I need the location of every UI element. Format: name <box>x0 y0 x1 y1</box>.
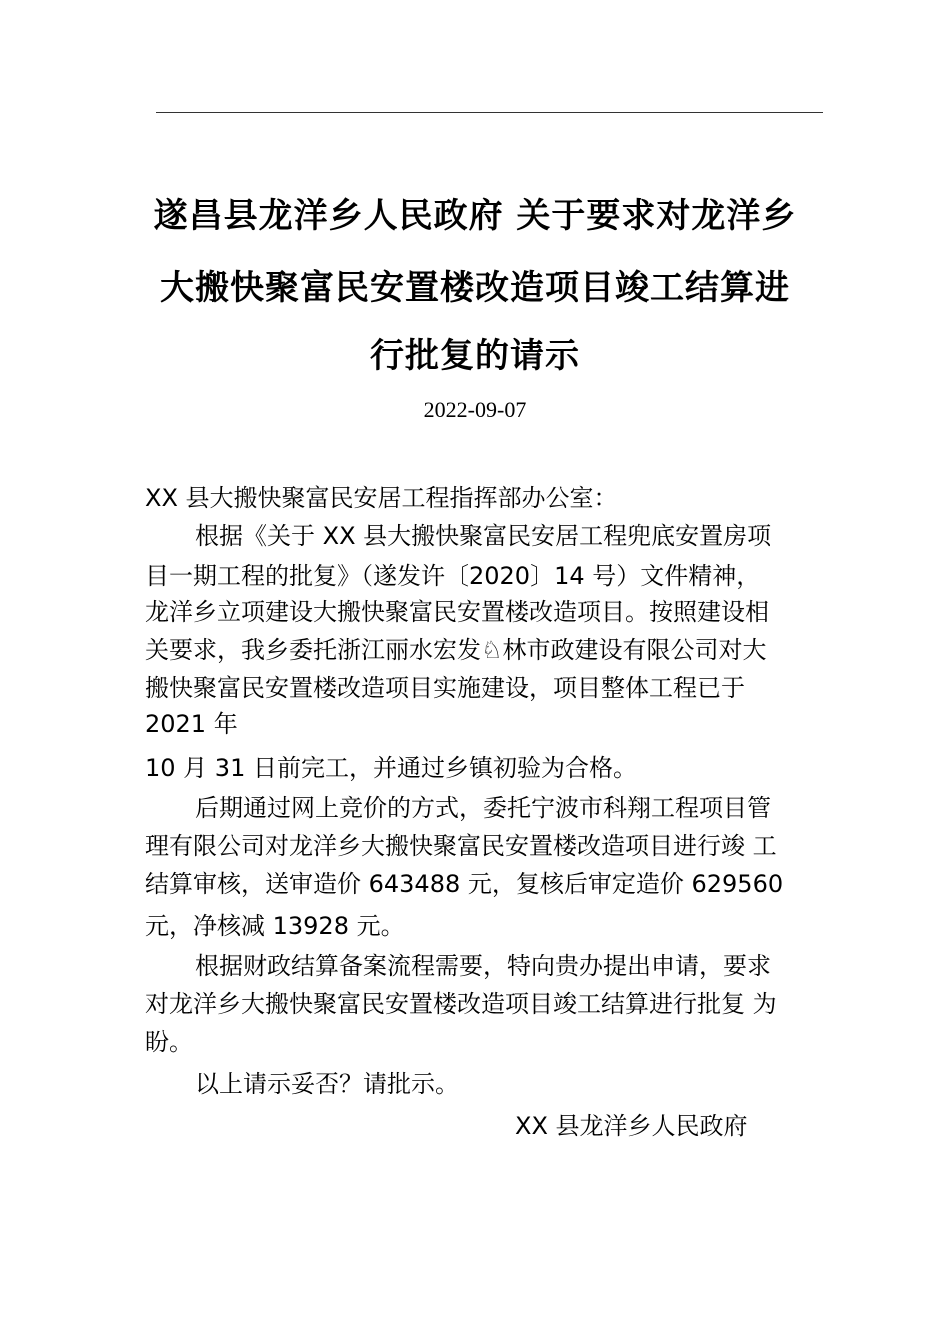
paragraph-1-line: 搬快聚富民安置楼改造项目实施建设，项目整体工程已于 <box>145 674 745 702</box>
paragraph-1-line: 关要求，我乡委托浙江丽水宏发♘林市政建设有限公司对大 <box>145 636 767 664</box>
closing-line: 以上请示妥否？请批示。 <box>195 1070 459 1098</box>
paragraph-1-line: 目一期工程的批复》（遂发许〔2020〕14 号）文件精神， <box>145 562 761 590</box>
paragraph-1-line: 龙洋乡立项建设大搬快聚富民安置楼改造项目。按照建设相 <box>145 598 769 626</box>
paragraph-2-line: 后期通过网上竞价的方式，委托宁波市科翔工程项目管 <box>195 794 771 822</box>
paragraph-3-line: 根据财政结算备案流程需要，特向贵办提出申请，要求 <box>195 952 771 980</box>
paragraph-2-line: 理有限公司对龙洋乡大搬快聚富民安置楼改造项目进行竣 工 <box>145 832 777 860</box>
paragraph-1-line: 根据《关于 XX 县大搬快聚富民安居工程兜底安置房项 <box>195 522 772 550</box>
salutation: XX 县大搬快聚富民安居工程指挥部办公室： <box>145 484 618 512</box>
title-line-2: 大搬快聚富民安置楼改造项目竣工结算进 <box>160 268 790 308</box>
signature: XX 县龙洋乡人民政府 <box>515 1112 748 1140</box>
paragraph-1-line: 10 月 31 日前完工，并通过乡镇初验为合格。 <box>145 754 637 782</box>
paragraph-2-line: 结算审核，送审造价 643488 元，复核后审定造价 629560 <box>145 870 784 898</box>
paragraph-3-line: 盼。 <box>145 1028 193 1056</box>
title-line-3: 行批复的请示 <box>370 336 580 376</box>
document-date: 2022-09-07 <box>423 397 527 422</box>
header-rule <box>156 112 823 113</box>
paragraph-1-line: 2021 年 <box>145 710 238 738</box>
paragraph-2-line: 元，净核减 13928 元。 <box>145 912 405 940</box>
title-line-1: 遂昌县龙洋乡人民政府 关于要求对龙洋乡 <box>153 196 797 236</box>
paragraph-3-line: 对龙洋乡大搬快聚富民安置楼改造项目竣工结算进行批复 为 <box>145 990 777 1018</box>
